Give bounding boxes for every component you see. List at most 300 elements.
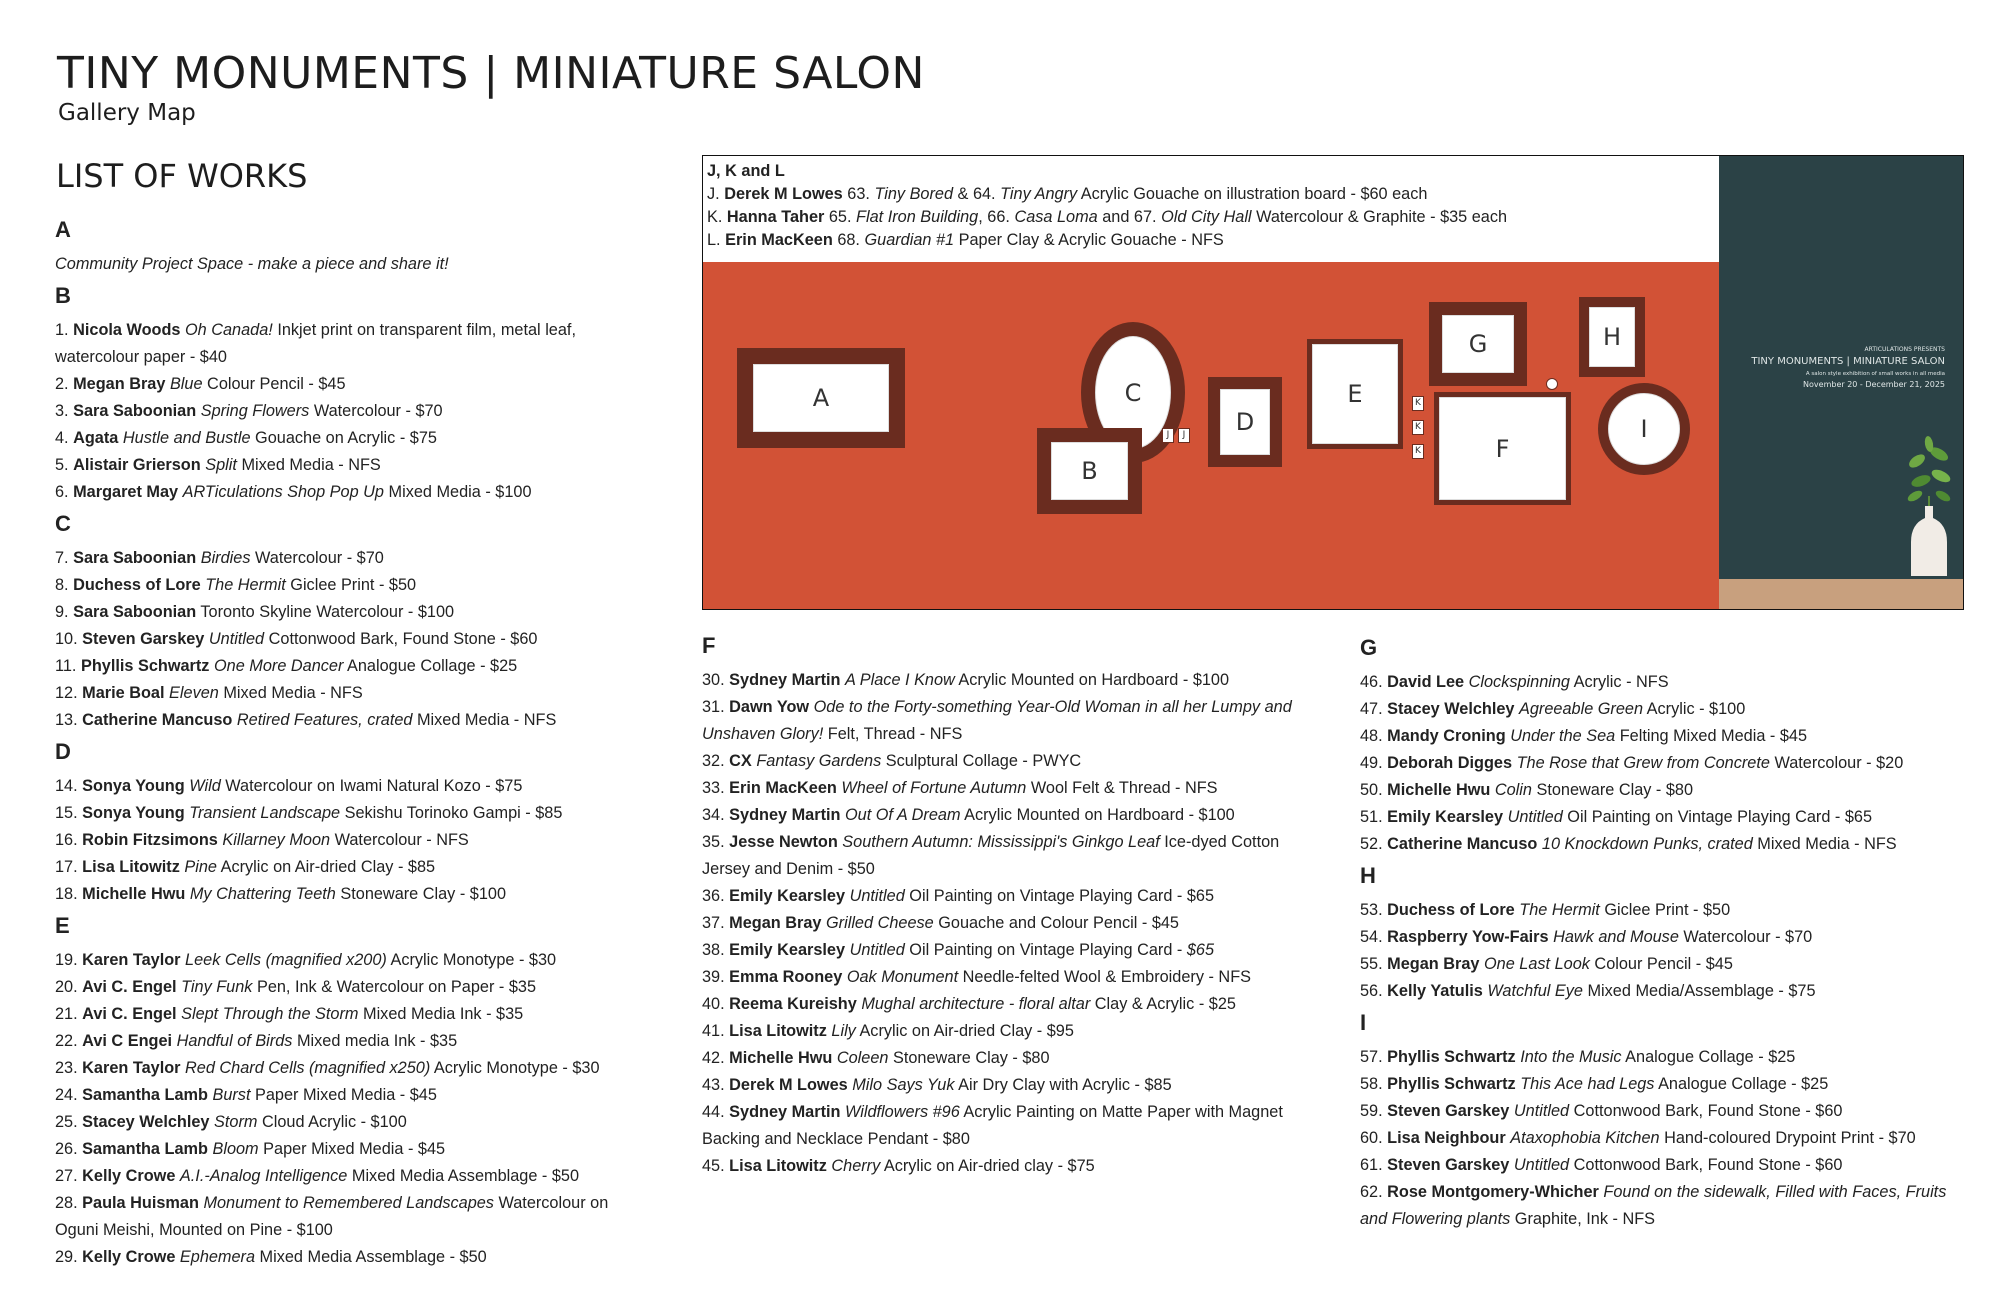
work-title: Southern Autumn: Mississippi's Ginkgo Leaf xyxy=(842,833,1160,851)
work-details: 18. xyxy=(55,885,83,903)
list-of-works-heading: LIST OF WORKS xyxy=(56,157,308,195)
work-title: Fantasy Gardens xyxy=(756,752,882,770)
work-title: Old City Hall xyxy=(1161,208,1252,226)
work-entry xyxy=(55,599,675,626)
section-heading: D xyxy=(55,739,71,764)
work-title: Slept Through the Storm xyxy=(181,1005,359,1023)
work-details: Stoneware Clay - $100 xyxy=(335,885,507,903)
work-details: Watercolour - $20 xyxy=(1769,754,1904,772)
frame-F xyxy=(1434,392,1571,505)
artist-name: Duchess of Lore xyxy=(1387,901,1515,919)
work-details: 50. xyxy=(1360,781,1388,799)
work-entry xyxy=(1360,978,1980,1005)
work-title: Casa Loma xyxy=(1014,208,1098,226)
work-details: Cottonwood Bark, Found Stone - $60 xyxy=(1569,1102,1843,1120)
work-details: Acrylic Mounted on Hardboard - $100 xyxy=(954,671,1230,689)
work-title: Colin xyxy=(1494,781,1532,799)
exhibition-poster-panel xyxy=(1719,156,1964,610)
work-entry xyxy=(1360,831,1980,858)
artist-name: Steven Garskey xyxy=(1387,1102,1510,1120)
work-details: 3. xyxy=(55,402,74,420)
work-details: Felting Mixed Media - $45 xyxy=(1615,727,1808,745)
work-title: Into the Music xyxy=(1520,1048,1622,1066)
work-details: 13. xyxy=(55,711,83,729)
work-details: Acrylic - NFS xyxy=(1570,673,1669,691)
work-details: 59. xyxy=(1360,1102,1388,1120)
work-details: 68. xyxy=(832,231,865,249)
section-heading: E xyxy=(55,913,70,938)
work-details: 52. xyxy=(1360,835,1388,853)
work-details: 31. xyxy=(702,698,730,716)
work-details: 14. xyxy=(55,777,83,795)
work-title: Monument to Remembered Landscapes xyxy=(203,1194,494,1212)
work-title: Retired Features, crated xyxy=(236,711,413,729)
artist-name: Sara Saboonian xyxy=(73,603,197,621)
work-title: Tiny Bored xyxy=(874,185,954,203)
poster-tagline: A salon style exhibition of small works in all media xyxy=(1805,371,1945,377)
section-heading: I xyxy=(1360,1010,1367,1035)
work-title: Untitled xyxy=(849,887,905,905)
work-details: Mixed Media - NFS xyxy=(236,456,381,474)
work-details: 27. xyxy=(55,1167,83,1185)
work-details: Acrylic Painting on Matte Paper with Magnet Backing and Necklace Pendant - $80 xyxy=(702,1103,1283,1148)
work-details: 57. xyxy=(1360,1048,1388,1066)
work-details: Giclee Print - $50 xyxy=(285,576,417,594)
work-title: A Place I Know xyxy=(845,671,955,689)
work-title: Storm xyxy=(214,1113,258,1131)
work-details: Watercolour - $70 xyxy=(309,402,443,420)
work-details: 8. xyxy=(55,576,74,594)
work-details: 58. xyxy=(1360,1075,1388,1093)
frame-label-G: G xyxy=(1442,315,1514,373)
work-details: Sculptural Collage - PWYC xyxy=(881,752,1082,770)
work-title: Untitled xyxy=(208,630,265,648)
artist-name: Alistair Grierson xyxy=(73,456,201,474)
work-entry xyxy=(55,1082,675,1109)
work-entry xyxy=(55,1136,675,1163)
artist-name: Emily Kearsley xyxy=(729,941,846,959)
poster-presenter: ARTICULATIONS PRESENTS xyxy=(1864,346,1945,353)
artist-name: Duchess of Lore xyxy=(73,576,201,594)
work-details: Oil Painting on Vintage Playing Card - $65 xyxy=(904,887,1215,905)
work-details: 11. xyxy=(55,657,81,675)
work-details: 30. xyxy=(702,671,730,689)
work-details: 1. xyxy=(55,321,74,339)
mini-frame-J-2: J xyxy=(1178,428,1190,443)
work-entry xyxy=(702,991,1322,1018)
work-title: Ataxophobia Kitchen xyxy=(1510,1129,1660,1147)
work-details: 54. xyxy=(1360,928,1388,946)
work-title: Agreeable Green xyxy=(1519,700,1644,718)
work-title: Untitled xyxy=(1513,1156,1570,1174)
artist-name: Lisa Neighbour xyxy=(1387,1129,1506,1147)
work-title: Wildflowers #96 xyxy=(845,1103,960,1121)
work-entry xyxy=(702,1018,1322,1045)
work-title: Spring Flowers xyxy=(200,402,310,420)
work-details: & 64. xyxy=(953,185,1001,203)
section-heading: A xyxy=(55,217,71,242)
work-details: 36. xyxy=(702,887,730,905)
work-details: 35. xyxy=(702,833,730,851)
work-details: Mixed Media - $100 xyxy=(384,483,532,501)
work-entry xyxy=(1360,723,1980,750)
artist-name: Jesse Newton xyxy=(729,833,838,851)
work-details: 21. xyxy=(55,1005,83,1023)
work-details: Mixed Media Assemblage - $50 xyxy=(255,1248,487,1266)
work-details: Wool Felt & Thread - NFS xyxy=(1026,779,1218,797)
work-entry xyxy=(1360,1071,1980,1098)
work-title: One More Dancer xyxy=(213,657,344,675)
work-entry xyxy=(55,680,675,707)
work-details: Watercolour on Oguni Meishi, Mounted on Pine - $100 xyxy=(55,1194,609,1239)
works-column-2 xyxy=(702,628,1322,1180)
work-details: Acrylic on Air-dried Clay - $95 xyxy=(855,1022,1074,1040)
work-entry xyxy=(702,775,1322,802)
work-title: Hawk and Mouse xyxy=(1553,928,1679,946)
work-entry xyxy=(1360,1125,1980,1152)
work-entry xyxy=(702,829,1307,883)
frame-label-B: B xyxy=(1051,442,1128,500)
artist-name: Derek M Lowes xyxy=(724,185,843,203)
work-entry xyxy=(55,707,675,734)
artist-name: Reema Kureishy xyxy=(729,995,857,1013)
work-details: 43. xyxy=(702,1076,730,1094)
work-details: 42. xyxy=(702,1049,730,1067)
work-title: Tiny Funk xyxy=(181,978,253,996)
work-details: 49. xyxy=(1360,754,1388,772)
work-details: Gouache and Colour Pencil - $45 xyxy=(933,914,1179,932)
work-details: Watercolour - $70 xyxy=(1678,928,1813,946)
work-title: Tiny Angry xyxy=(1000,185,1078,203)
work-entry xyxy=(1360,696,1980,723)
work-entry xyxy=(702,1045,1322,1072)
work-title: Blue xyxy=(169,375,203,393)
works-column-1 xyxy=(55,212,675,1271)
work-details: Acrylic Monotype - $30 xyxy=(430,1059,600,1077)
artist-name: Megan Bray xyxy=(73,375,166,393)
work-details: Acrylic on Air-dried Clay - $85 xyxy=(216,858,436,876)
work-entry xyxy=(55,479,675,506)
artist-name: Emily Kearsley xyxy=(729,887,846,905)
artist-name: Catherine Mancuso xyxy=(1387,835,1538,853)
artist-name: Lisa Litowitz xyxy=(729,1022,827,1040)
work-title: Birdies xyxy=(200,549,251,567)
work-details: Acrylic on Air-dried clay - $75 xyxy=(880,1157,1095,1175)
work-entry xyxy=(55,1055,675,1082)
work-details: 51. xyxy=(1360,808,1388,826)
work-title: Untitled xyxy=(1513,1102,1570,1120)
work-entry xyxy=(55,773,675,800)
work-details: Paper Mixed Media - $45 xyxy=(258,1140,446,1158)
mini-frame-K-3: K xyxy=(1412,444,1424,459)
work-entry xyxy=(55,947,675,974)
work-title: 10 Knockdown Punks, crated xyxy=(1541,835,1753,853)
work-details: 56. xyxy=(1360,982,1388,1000)
page-subtitle: Gallery Map xyxy=(58,100,196,126)
work-details: 45. xyxy=(702,1157,730,1175)
work-details: 40. xyxy=(702,995,730,1013)
page-title: TINY MONUMENTS | MINIATURE SALON xyxy=(57,48,925,99)
work-entry xyxy=(702,802,1322,829)
artist-name: Samantha Lamb xyxy=(82,1086,208,1104)
artist-name: Sara Saboonian xyxy=(73,402,197,420)
artist-name: Derek M Lowes xyxy=(729,1076,848,1094)
work-details: 39. xyxy=(702,968,730,986)
work-title: Untitled xyxy=(849,941,905,959)
panel-floor xyxy=(1719,579,1964,610)
work-title: Hustle and Bustle xyxy=(122,429,251,447)
work-details: 26. xyxy=(55,1140,83,1158)
work-title: Out Of A Dream xyxy=(845,806,961,824)
work-details: Stoneware Clay - $80 xyxy=(1531,781,1694,799)
work-title: My Chattering Teeth xyxy=(189,885,336,903)
work-details: Watercolour & Graphite - $35 each xyxy=(1251,208,1508,226)
artist-name: Kelly Yatulis xyxy=(1387,982,1483,1000)
artist-name: Agata xyxy=(73,429,119,447)
work-title: Under the Sea xyxy=(1510,727,1616,745)
work-entry xyxy=(55,572,675,599)
artist-name: Avi C. Engel xyxy=(82,1005,177,1023)
frame-A xyxy=(737,348,905,448)
map-legend-line xyxy=(707,229,1714,252)
work-entry xyxy=(1360,1152,1980,1179)
work-details: L. xyxy=(707,231,726,249)
work-details: Analogue Collage - $25 xyxy=(1654,1075,1829,1093)
work-details: 16. xyxy=(55,831,83,849)
frame-E xyxy=(1307,339,1403,449)
work-title: Ephemera xyxy=(179,1248,256,1266)
work-details: 24. xyxy=(55,1086,83,1104)
frame-label-C: C xyxy=(1095,336,1171,449)
work-title: Cherry xyxy=(831,1157,881,1175)
work-title: Clockspinning xyxy=(1468,673,1570,691)
work-entry xyxy=(55,1190,655,1244)
map-legend-line xyxy=(707,183,1714,206)
artist-name: Marie Boal xyxy=(82,684,165,702)
work-details: Oil Painting on Vintage Playing Card - $65 xyxy=(1562,808,1873,826)
work-title: The Hermit xyxy=(1519,901,1600,919)
work-details: Cottonwood Bark, Found Stone - $60 xyxy=(264,630,538,648)
vase-plant-icon xyxy=(1899,426,1959,576)
work-entry xyxy=(702,883,1322,910)
work-details: 17. xyxy=(55,858,83,876)
artist-name: Robin Fitzsimons xyxy=(82,831,218,849)
work-details: 4. xyxy=(55,429,74,447)
work-details: Acrylic - $100 xyxy=(1643,700,1746,718)
section-heading: G xyxy=(1360,635,1378,660)
section-heading: F xyxy=(702,633,716,658)
artist-name: Sara Saboonian xyxy=(73,549,197,567)
work-entry xyxy=(55,1244,675,1271)
work-details: Pen, Ink & Watercolour on Paper - $35 xyxy=(252,978,536,996)
work-title: Coleen xyxy=(836,1049,889,1067)
frame-label-D: D xyxy=(1220,389,1270,455)
work-details: 38. xyxy=(702,941,730,959)
artist-name: Raspberry Yow-Fairs xyxy=(1387,928,1549,946)
artist-name: Stacey Welchley xyxy=(1387,700,1515,718)
work-entry xyxy=(1360,1179,1960,1233)
work-details: Colour Pencil - $45 xyxy=(202,375,346,393)
section-heading: C xyxy=(55,511,71,536)
work-details: Mixed Media Assemblage - $50 xyxy=(347,1167,580,1185)
artist-name: Michelle Hwu xyxy=(729,1049,833,1067)
work-entry xyxy=(702,667,1322,694)
work-details: 55. xyxy=(1360,955,1388,973)
artist-name: Dawn Yow xyxy=(729,698,810,716)
work-title: Community Project Space - make a piece and share it! xyxy=(55,255,449,273)
work-details: 46. xyxy=(1360,673,1388,691)
work-entry xyxy=(702,1153,1322,1180)
work-title: Milo Says Yuk xyxy=(852,1076,955,1094)
frame-D xyxy=(1208,377,1282,467)
work-details: 12. xyxy=(55,684,83,702)
work-title: $65 xyxy=(1186,941,1215,959)
frame-label-H: H xyxy=(1589,307,1635,367)
artist-name: Deborah Digges xyxy=(1387,754,1513,772)
work-details: 61. xyxy=(1360,1156,1388,1174)
artist-name: Karen Taylor xyxy=(82,951,181,969)
work-details: Inkjet print on transparent film, metal leaf, watercolour paper - $40 xyxy=(55,321,576,366)
work-details: Watercolour on Iwami Natural Kozo - $75 xyxy=(220,777,523,795)
work-details: Colour Pencil - $45 xyxy=(1589,955,1733,973)
map-legend-jkl xyxy=(703,156,1718,262)
work-details: Stoneware Clay - $80 xyxy=(888,1049,1050,1067)
artist-name: Megan Bray xyxy=(729,914,822,932)
work-details: J. xyxy=(707,185,725,203)
artist-name: David Lee xyxy=(1387,673,1465,691)
work-details: K. xyxy=(707,208,727,226)
frame-label-E: E xyxy=(1312,344,1398,444)
work-entry xyxy=(55,1028,675,1055)
work-details: 34. xyxy=(702,806,730,824)
work-entry xyxy=(55,317,655,371)
work-entry xyxy=(1360,777,1980,804)
work-entry xyxy=(1360,804,1980,831)
work-entry xyxy=(702,964,1322,991)
work-title: Split xyxy=(205,456,237,474)
work-entry xyxy=(55,827,675,854)
work-details: Acrylic Monotype - $30 xyxy=(386,951,557,969)
artist-name: Rose Montgomery-Whicher xyxy=(1387,1183,1599,1201)
work-entry xyxy=(55,881,675,908)
work-details: Mixed Media - NFS xyxy=(218,684,363,702)
works-column-3 xyxy=(1360,630,1980,1233)
work-title: Wheel of Fortune Autumn xyxy=(841,779,1027,797)
artist-name: Avi C Engei xyxy=(82,1032,173,1050)
work-details: Watercolour - NFS xyxy=(330,831,469,849)
artist-name: Mandy Croning xyxy=(1387,727,1506,745)
work-title: A.I.-Analog Intelligence xyxy=(179,1167,348,1185)
artist-name: CX xyxy=(729,752,752,770)
work-details: 22. xyxy=(55,1032,83,1050)
work-entry xyxy=(55,1001,675,1028)
work-title: Oak Monument xyxy=(846,968,959,986)
frame-label-A: A xyxy=(753,364,889,432)
work-details: Mixed Media/Assemblage - $75 xyxy=(1582,982,1816,1000)
work-title: Wild xyxy=(189,777,221,795)
work-title: Flat Iron Building xyxy=(856,208,979,226)
artist-name: Sydney Martin xyxy=(729,806,841,824)
work-details: 10. xyxy=(55,630,83,648)
work-title: Red Chard Cells (magnified x250) xyxy=(185,1059,431,1077)
work-entry xyxy=(1360,1098,1980,1125)
artist-name: Emily Kearsley xyxy=(1387,808,1504,826)
work-details: Mixed Media - NFS xyxy=(412,711,557,729)
work-details: 53. xyxy=(1360,901,1388,919)
artist-name: Lisa Litowitz xyxy=(729,1157,827,1175)
mini-frame-K-1: K xyxy=(1412,396,1424,411)
map-legend-line xyxy=(707,206,1714,229)
work-details: 20. xyxy=(55,978,83,996)
work-title: This Ace had Legs xyxy=(1520,1075,1655,1093)
work-details: 6. xyxy=(55,483,74,501)
section-heading: B xyxy=(55,283,71,308)
artist-name: Stacey Welchley xyxy=(82,1113,210,1131)
work-entry xyxy=(702,1099,1307,1153)
poster-title: TINY MONUMENTS | MINIATURE SALON xyxy=(1751,356,1945,367)
work-details: Mixed Media - NFS xyxy=(1752,835,1897,853)
work-details: , 66. xyxy=(978,208,1015,226)
artist-name: Sydney Martin xyxy=(729,671,841,689)
work-title: Oh Canada! xyxy=(185,321,273,339)
work-title: Untitled xyxy=(1507,808,1563,826)
artist-name: Kelly Crowe xyxy=(82,1167,176,1185)
work-entry xyxy=(702,694,1307,748)
work-details: Watercolour - $70 xyxy=(250,549,384,567)
work-details: 37. xyxy=(702,914,730,932)
artist-name: Michelle Hwu xyxy=(1387,781,1491,799)
artist-name: Phyllis Schwartz xyxy=(80,657,210,675)
work-entry xyxy=(55,854,675,881)
work-details: Ice-dyed Cotton Jersey and Denim - $50 xyxy=(702,833,1280,878)
work-entry xyxy=(55,626,675,653)
mini-frame-K-2: K xyxy=(1412,420,1424,435)
work-entry xyxy=(702,910,1322,937)
map-legend-heading: J, K and L xyxy=(707,162,785,180)
work-entry xyxy=(55,545,675,572)
work-details: 5. xyxy=(55,456,74,474)
work-details: 33. xyxy=(702,779,730,797)
work-title: Eleven xyxy=(169,684,219,702)
work-details: Graphite, Ink - NFS xyxy=(1510,1210,1656,1228)
work-details: 2. xyxy=(55,375,74,393)
work-details: Acrylic Gouache on illustration board - $60 each xyxy=(1077,185,1428,203)
work-details: 62. xyxy=(1360,1183,1388,1201)
work-details: 65. xyxy=(824,208,857,226)
work-details: Analogue Collage - $25 xyxy=(1621,1048,1796,1066)
artist-name: Karen Taylor xyxy=(82,1059,181,1077)
work-entry xyxy=(55,1109,675,1136)
artist-name: Kelly Crowe xyxy=(82,1248,176,1266)
work-title: Leek Cells (magnified x200) xyxy=(185,951,387,969)
work-details: 7. xyxy=(55,549,74,567)
work-details: Giclee Print - $50 xyxy=(1599,901,1731,919)
work-entry xyxy=(55,425,675,452)
section-heading: H xyxy=(1360,863,1376,888)
work-details: Acrylic Mounted on Hardboard - $100 xyxy=(960,806,1235,824)
work-title: Burst xyxy=(212,1086,251,1104)
frame-label-F: F xyxy=(1439,397,1566,500)
work-details: 32. xyxy=(702,752,730,770)
work-details: 9. xyxy=(55,603,74,621)
work-entry xyxy=(702,1072,1322,1099)
work-details: Gouache on Acrylic - $75 xyxy=(250,429,437,447)
work-title: Bloom xyxy=(212,1140,259,1158)
work-details: 15. xyxy=(55,804,83,822)
artist-name: Nicola Woods xyxy=(73,321,181,339)
map-legend-lines xyxy=(707,183,1714,252)
work-details: Needle-felted Wool & Embroidery - NFS xyxy=(958,968,1251,986)
